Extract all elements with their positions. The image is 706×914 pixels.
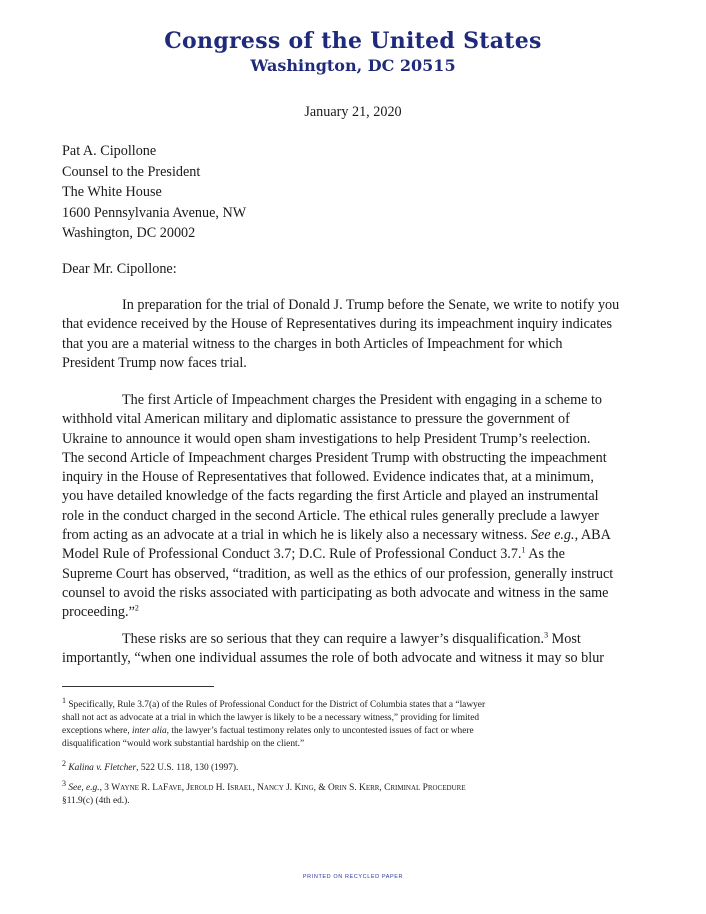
recipient-office: The White House xyxy=(62,184,162,200)
letter-date: January 21, 2020 xyxy=(304,104,402,120)
text-line: In preparation for the trial of Donald J. Trump before the Senate, we write to notify you xyxy=(122,297,620,313)
footnote-line xyxy=(62,778,672,795)
footnote-line xyxy=(62,725,672,738)
letterhead-title: Congress of the United States xyxy=(164,28,542,54)
authors-and-title: Wayne R. LaFave, Jerold H. Israel, Nancy J. King, & Orin S. Kerr, Criminal Procedure xyxy=(111,783,466,793)
text-segment: Most xyxy=(548,631,581,647)
paragraph-2 xyxy=(62,391,662,623)
latin-term: inter alia xyxy=(132,726,167,736)
citation-signal: See e.g. xyxy=(530,527,575,544)
text-segment: These risks are so serious that they can require a lawyer’s disqualification. xyxy=(122,631,545,647)
footnote-number: 1 xyxy=(62,695,66,705)
text-line: Ukraine to announce it would open sham investigations to help President Trump’s reelection. xyxy=(62,430,591,447)
text-line: counsel to avoid the risks associated with participating as both advocate and witness in the same xyxy=(62,584,609,601)
text-segment: proceeding.” xyxy=(62,604,135,621)
citation-signal: See, e.g. xyxy=(68,783,100,793)
footnote-number: 3 xyxy=(62,778,66,788)
text-segment: Specifically, Rule 3.7(a) of the Rules of Professional Conduct for the District of Columbia states that a “lawyer xyxy=(66,700,486,710)
case-name: Kalina v. Fletcher xyxy=(68,763,137,773)
text-line xyxy=(62,545,662,564)
text-line: The second Article of Impeachment charges President Trump with obstructing the impeachment xyxy=(62,449,607,466)
text-segment: , the lawyer’s factual testimony relates only to uncontested issues of fact or where xyxy=(166,726,474,736)
footnote-line xyxy=(62,758,672,775)
recipient-street: 1600 Pennsylvania Avenue, NW xyxy=(62,204,247,221)
footnote-divider xyxy=(62,686,214,687)
recipient-title: Counsel to the President xyxy=(62,163,201,180)
text-line: President Trump now faces trial. xyxy=(62,354,247,371)
text-line: that evidence received by the House of Representatives during its impeachment inquiry indicates xyxy=(62,316,612,333)
recycled-paper-notice: PRINTED ON RECYCLED PAPER xyxy=(302,874,404,880)
text-segment: Model Rule of Professional Conduct 3.7; D.C. Rule of Professional Conduct 3.7. xyxy=(62,546,522,563)
text-segment: from acting as an advocate at a trial in which he is likely also a necessary witness. xyxy=(62,527,531,544)
footnote-3 xyxy=(62,778,672,808)
paragraph-1 xyxy=(62,296,662,373)
footnote-ref-3: 3 xyxy=(544,630,549,640)
text-line: Supreme Court has observed, “tradition, as well as the ethics of our profession, generally instruct xyxy=(62,565,614,582)
footnote-line xyxy=(62,695,672,712)
text-segment: As the xyxy=(525,546,565,563)
text-line: inquiry in the House of Representatives that followed. Evidence indicates that, at a minimum, xyxy=(62,469,594,486)
salutation: Dear Mr. Cipollone: xyxy=(62,261,177,277)
text-line xyxy=(62,603,662,622)
footnote-number: 2 xyxy=(62,758,66,768)
footnote-ref-2: 2 xyxy=(134,603,139,613)
text-line: that you are a material witness to the charges in both Articles of Impeachment for which xyxy=(62,335,563,352)
text-line: withhold vital American military and diplomatic assistance to pressure the government of xyxy=(62,411,570,428)
text-line: importantly, “when one individual assumes the role of both advocate and witness it may so blur xyxy=(62,650,605,667)
footnote-line: disqualification “would work substantial hardship on the client.” xyxy=(62,739,305,749)
text-line xyxy=(62,526,662,545)
footnote-2 xyxy=(62,758,672,775)
text-segment: , ABA xyxy=(574,527,611,544)
paragraph-3 xyxy=(62,630,662,669)
letterhead-subtitle: Washington, DC 20515 xyxy=(250,56,456,75)
footnote-line: shall not act as advocate at a trial in which the lawyer is likely to be a necessary witness,” providing for limited xyxy=(62,713,480,723)
recipient-name: Pat A. Cipollone xyxy=(62,143,157,159)
text-line xyxy=(62,630,662,649)
text-segment: exceptions where, xyxy=(62,726,133,736)
text-line: The first Article of Impeachment charges the President with engaging in a scheme to xyxy=(122,392,602,408)
footnote-line: §11.9(c) (4th ed.). xyxy=(62,796,130,806)
footnote-ref-1: 1 xyxy=(521,545,526,555)
footnote-1 xyxy=(62,695,672,751)
letterhead xyxy=(0,28,706,76)
recipient-address xyxy=(62,141,246,244)
recipient-city: Washington, DC 20002 xyxy=(62,225,196,241)
text-line: role in the conduct charged in the second Article. The ethical rules generally preclude a lawyer xyxy=(62,507,599,524)
text-segment: , 522 U.S. 118, 130 (1997). xyxy=(136,763,239,773)
text-segment: , 3 xyxy=(99,783,112,793)
text-line: you have detailed knowledge of the facts regarding the first Article and played an instrumental xyxy=(62,488,599,505)
